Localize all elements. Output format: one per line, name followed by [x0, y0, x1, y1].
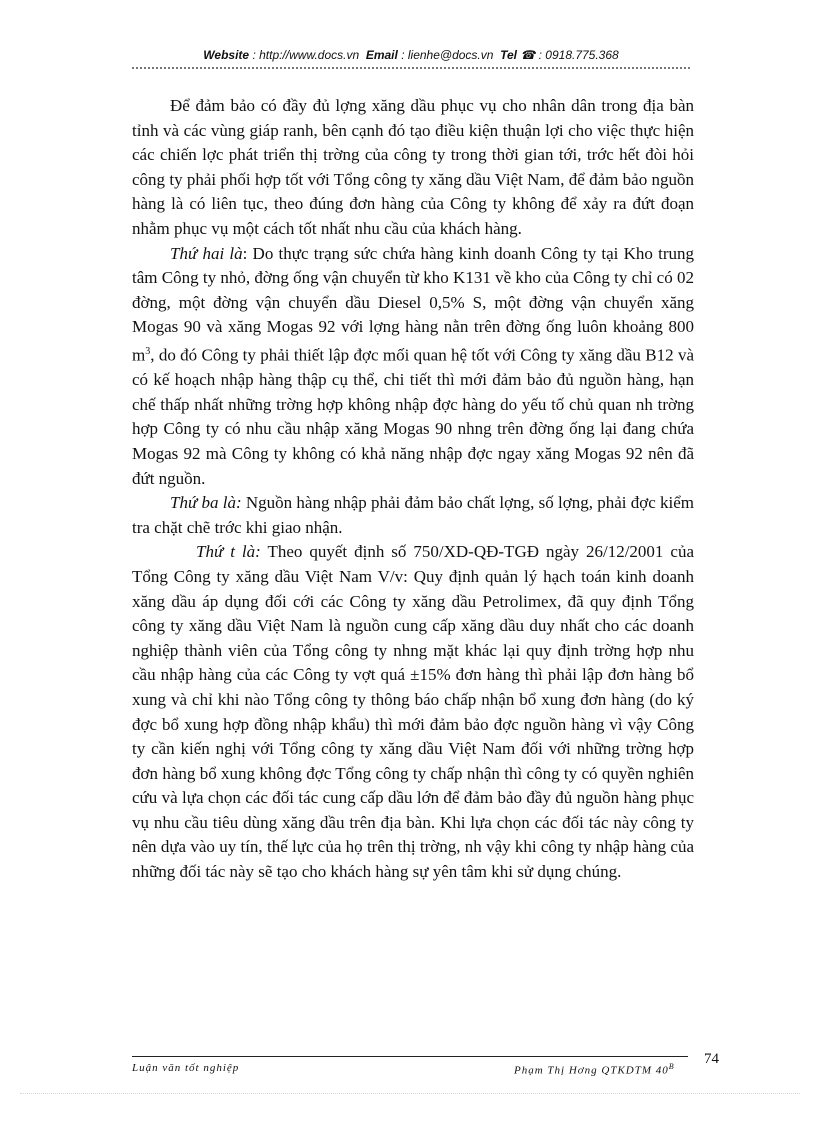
- document-body: [132, 94, 694, 885]
- paragraph-3-label: Thứ ba là:: [170, 493, 242, 513]
- paragraph-2-text-a: : Do thực trạng sức chứa hàng kinh doanh Công ty tại Kho trung tâm Công ty nhỏ, đờng ống vận chuyển từ kho K131 về kho của Công ty chỉ có 02 đờng, một đờng vận chuyển dầu Diesel 0,5% S, một đờng vận chuyển xăng Mogas 90 và xăng Mogas 92 với lợng hàng nằn trên đờng ống luôn khoảng 800 m: [132, 243, 694, 365]
- tel-value: ☎ : 0918.775.368: [520, 48, 619, 62]
- footer-author-superscript: B: [668, 1062, 675, 1071]
- paragraph-2-label: Thứ hai là: [170, 243, 243, 263]
- paragraph-2-text-b: , do đó Công ty phải thiết lập đợc mối quan hệ tốt với Công ty xăng dầu B12 và có kế hoạch nhập hàng thập cụ thể, chi tiết thì mới đảm bảo đủ nguồn hàng, hạn chế thấp nhất những trờng hợp không nhập đợc hàng do yếu tố chủ quan nh trờng hợp Công ty có nhu cầu nhập xăng Mogas 90 nhng trên đờng ống lại đang chứa Mogas 92 mà Công ty không có khả năng nhập đợc ngay xăng Mogas 92 nên đã đứt nguồn.: [132, 345, 694, 488]
- website-value: : http://www.docs.vn: [252, 48, 360, 62]
- tel-label: Tel: [500, 48, 517, 62]
- website-label: Website: [203, 48, 250, 62]
- email-value: : lienhe@docs.vn: [401, 48, 494, 62]
- paragraph-3: [132, 491, 694, 540]
- paragraph-1: Để đảm bảo có đầy đủ lợng xăng dầu phục vụ cho nhân dân trong địa bàn tỉnh và các vùng giáp ranh, bên cạnh đó tạo điều kiện thuận lợi cho việc thực hiện các chiến lợc phát triển thị trờng của công ty trong thời gian tới, trớc hết đòi hỏi công ty phải phối hợp tốt với Tổng công ty xăng dầu Việt Nam, để đảm bảo nguồn hàng là có liên tục, theo đúng đơn hàng của Công ty không để xảy ra đứt đoạn nhằm phục vụ một cách tốt nhất nhu cầu của khách hàng.: [132, 96, 694, 238]
- email-label: Email: [365, 48, 398, 62]
- page-number: 74: [704, 1051, 719, 1067]
- footer-divider: [132, 1056, 688, 1057]
- page-header: [132, 48, 690, 62]
- footer-author-text: Phạm Thị Hơng QTKDTM 40: [514, 1064, 669, 1077]
- paragraph-3-text: Nguồn hàng nhập phải đảm bảo chất lợng, số lợng, phải đợc kiểm tra chặt chẽ trớc khi giao nhận.: [132, 493, 694, 537]
- header-divider: [132, 67, 690, 69]
- footer-author: [514, 1062, 675, 1077]
- page-edge-divider: [20, 1093, 800, 1094]
- paragraph-4: [132, 540, 694, 884]
- paragraph-4-label: Thứ t là:: [196, 542, 261, 562]
- cubic-superscript: 3: [145, 345, 151, 357]
- footer-thesis-label: Luận văn tốt nghiệp: [132, 1062, 240, 1074]
- paragraph-4-text: Theo quyết định số 750/XD-QĐ-TGĐ ngày 26/12/2001 của Tổng Công ty xăng dầu Việt Nam V/v: Quy định quản lý hạch toán kinh doanh xăng dầu áp dụng đối cới các Công ty xăng dầu Petrolimex, đã quy định Tổng công ty xăng dầu Việt Nam là nguồn cung cấp xăng dầu duy nhất cho các doanh nghiệp thành viên của Tổng công ty nhng mặt khác lại quy định trờng hợp nhu cầu nhập hàng của các Công ty vợt quá ±15% đơn hàng thì phải lập đơn hàng bổ xung và chỉ khi nào Tổng công ty thông báo chấp nhận bổ xung đơn hàng (do ký đợc bổ xung hợp đồng nhập khẩu) thì mới đảm bảo đợc nguồn hàng vì vậy Công ty cần kiến nghị với Tổng công ty xăng dầu Việt Nam đối với những trờng hợp đơn hàng bổ xung không đợc Tổng công ty chấp nhận thì công ty có quyền nghiên cứu và lựa chọn các đối tác cung cấp dầu lớn để đảm bảo đầy đủ nguồn hàng phục vụ nhu cầu tiêu dùng xăng dầu trên địa bàn. Khi lựa chọn các đối tác này công ty nên dựa vào uy tín, thế lực của họ trên thị trờng, nh vậy khi công ty nhập hàng của những đối tác này sẽ tạo cho khách hàng sự yên tâm khi sử dụng chúng.: [132, 542, 695, 882]
- paragraph-2: [132, 242, 694, 492]
